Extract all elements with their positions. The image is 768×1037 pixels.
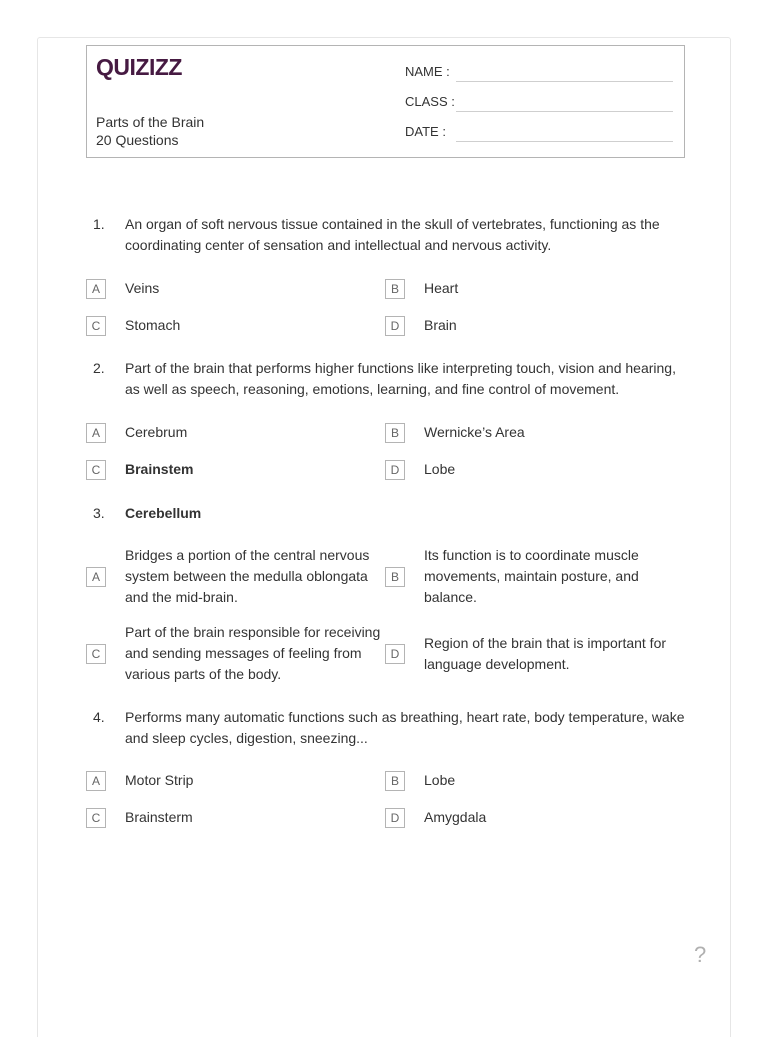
option-text: Motor Strip (125, 772, 194, 788)
option-text: Cerebrum (125, 424, 188, 440)
option-letter[interactable]: A (86, 771, 106, 791)
question-number: 1. (93, 216, 105, 232)
option-text: Part of the brain responsible for receiving and sending messages of feeling from various parts of the body. (125, 624, 381, 682)
worksheet-title: Parts of the Brain (96, 114, 205, 130)
option-text: Stomach (125, 317, 181, 333)
option-letter[interactable]: B (385, 771, 405, 791)
question-text: Part of the brain that performs higher functions like interpreting touch, vision and hearing, as well as speech, reasoning, emotions, learning, and fine control of movement. (125, 360, 676, 397)
option-text: Veins (125, 280, 160, 296)
option-letter[interactable]: D (385, 460, 405, 480)
option-letter[interactable]: D (385, 316, 405, 336)
option-text: Its function is to coordinate muscle movements, maintain posture, and balance. (424, 547, 639, 605)
question-number: 4. (93, 709, 105, 725)
question-count: 20 Questions (96, 132, 179, 148)
option-letter[interactable]: C (86, 808, 106, 828)
option-letter[interactable]: B (385, 279, 405, 299)
option-text: Bridges a portion of the central nervous system between the medulla oblongata and the mid-brain. (125, 547, 370, 605)
option-text: Lobe (424, 461, 456, 477)
name-field-line[interactable] (456, 81, 673, 82)
option-letter[interactable]: B (385, 567, 405, 587)
option-letter[interactable]: A (86, 567, 106, 587)
class-field-line[interactable] (456, 111, 673, 112)
question-number: 3. (93, 505, 105, 521)
option-letter[interactable]: A (86, 279, 106, 299)
option-letter[interactable]: D (385, 644, 405, 664)
date-field-line[interactable] (456, 141, 673, 142)
option-letter[interactable]: D (385, 808, 405, 828)
name-field-label: NAME : (405, 64, 450, 79)
class-field-label: CLASS : (405, 94, 455, 109)
option-text: Brain (424, 317, 457, 333)
option-text: Brainsterm (125, 809, 193, 825)
question-text: An organ of soft nervous tissue contained in the skull of vertebrates, functioning as the coordinating center of sensation and intellectual and nervous activity. (125, 216, 660, 253)
option-text: Lobe (424, 772, 456, 788)
question-number: 2. (93, 360, 105, 376)
option-text: Brainstem (125, 461, 194, 477)
quizizz-logo: QUIZIZZ (96, 54, 182, 80)
worksheet-page (37, 37, 731, 1037)
date-field-label: DATE : (405, 124, 446, 139)
option-text: Region of the brain that is important for language development. (424, 635, 667, 672)
help-icon[interactable]: ? (694, 942, 707, 967)
option-letter[interactable]: C (86, 460, 106, 480)
option-letter[interactable]: C (86, 316, 106, 336)
option-text: Wernicke’s Area (424, 424, 525, 440)
option-text: Amygdala (424, 809, 487, 825)
option-letter[interactable]: C (86, 644, 106, 664)
option-letter[interactable]: B (385, 423, 405, 443)
question-text: Cerebellum (125, 505, 202, 521)
option-text: Heart (424, 280, 459, 296)
question-text: Performs many automatic functions such as breathing, heart rate, body temperature, wake and sleep cycles, digestion, sneezing... (125, 709, 685, 746)
option-letter[interactable]: A (86, 423, 106, 443)
